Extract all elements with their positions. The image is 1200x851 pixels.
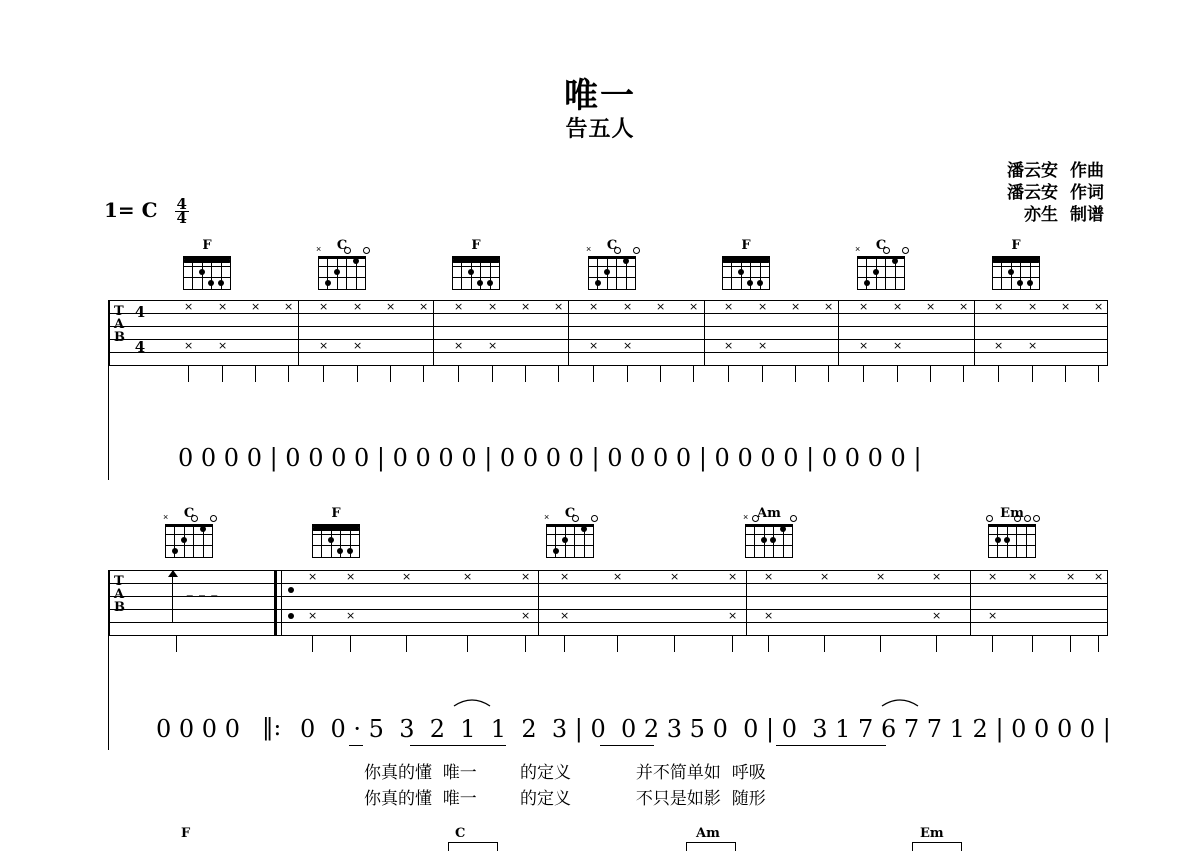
artist-name: 告五人 xyxy=(565,117,635,142)
open-mark xyxy=(344,247,351,254)
open-mark xyxy=(572,515,579,522)
credit-name: 潘云安 xyxy=(1007,183,1058,203)
chord-grid xyxy=(988,524,1036,558)
repeat-sign: ‖: xyxy=(262,715,282,741)
chord-name: C xyxy=(183,506,195,521)
chord-grid xyxy=(452,256,500,290)
chord-grid xyxy=(312,524,360,558)
chord-name: F xyxy=(741,238,751,253)
open-mark xyxy=(986,515,993,522)
chord-grid xyxy=(163,512,213,558)
credit-role: 作曲 xyxy=(1070,161,1104,181)
chord-grid xyxy=(316,244,366,290)
chord-grid xyxy=(586,244,636,290)
tie-curve xyxy=(452,694,492,708)
time-denominator: 4 xyxy=(176,209,187,227)
chord-name: Em xyxy=(1000,506,1024,521)
open-mark xyxy=(363,247,370,254)
key-label: 1= C xyxy=(104,198,158,222)
tab-time-bottom: 4 xyxy=(134,338,146,356)
tab-staff-2: T A B – – – × × × × × × × × × × × × × × × × × × × × × × × × × xyxy=(108,570,1108,636)
chord-name-am-next: Am xyxy=(696,826,720,841)
open-mark xyxy=(1024,515,1031,522)
chord-name: F xyxy=(1011,238,1021,253)
beam xyxy=(776,745,886,746)
credit-name: 亦生 xyxy=(1024,205,1058,225)
chord-grid xyxy=(183,256,231,290)
open-mark xyxy=(1033,515,1040,522)
chord-grid xyxy=(992,256,1040,290)
credit-role: 作词 xyxy=(1070,183,1104,203)
open-mark xyxy=(633,247,640,254)
open-mark xyxy=(752,515,759,522)
chord-name: F xyxy=(471,238,481,253)
system-brace-1 xyxy=(108,300,109,480)
numbered-notation-2-prefix: 0 0 0 0 xyxy=(156,715,240,743)
mute-mark: × xyxy=(855,244,861,254)
chord-name: F xyxy=(202,238,212,253)
key-signature xyxy=(104,195,189,227)
open-mark xyxy=(591,515,598,522)
open-mark xyxy=(883,247,890,254)
beam xyxy=(349,745,363,746)
tab-label-t: T xyxy=(114,574,124,589)
chord-name-f-next: F xyxy=(181,826,191,841)
open-mark xyxy=(614,247,621,254)
tab-staff-1: T A B 4 4 × × × × × × × × × × × × × × × × × × × × × × × × × × × × × × × × × × × × × × × × × × xyxy=(108,300,1108,366)
chord-name: C xyxy=(336,238,348,253)
credit-name: 潘云安 xyxy=(1007,161,1058,181)
chord-grid xyxy=(544,512,594,558)
numbered-notation-1: 0 0 0 0 | 0 0 0 0 | 0 0 0 0 | 0 0 0 0 | 0 0 0 0 | 0 0 0 0 | 0 0 0 0 | xyxy=(178,444,922,472)
credit-role: 制谱 xyxy=(1070,205,1104,225)
system-brace-2 xyxy=(108,570,109,750)
open-mark xyxy=(790,515,797,522)
mute-mark: × xyxy=(163,512,169,522)
open-mark xyxy=(210,515,217,522)
lyrics-line-1: 你真的懂 唯一 的定义 并不简单如 呼吸 xyxy=(364,763,766,783)
mute-mark: × xyxy=(586,244,592,254)
credit-row xyxy=(1007,160,1104,182)
tab-label-b: B xyxy=(114,600,125,615)
chord-name: F xyxy=(331,506,341,521)
credit-row xyxy=(1007,182,1104,204)
tie-curve xyxy=(880,694,920,708)
mute-mark: × xyxy=(316,244,322,254)
lyrics-line-2: 你真的懂 唯一 的定义 不只是如影 随形 xyxy=(364,789,766,809)
chord-name: C xyxy=(875,238,887,253)
open-mark xyxy=(191,515,198,522)
tab-label-a: A xyxy=(114,587,125,602)
credits xyxy=(1007,160,1104,226)
page-title: 唯一 xyxy=(564,76,636,116)
chord-name: C xyxy=(564,506,576,521)
open-mark xyxy=(902,247,909,254)
tab-label-b: B xyxy=(114,330,125,345)
chord-name-c-next: C xyxy=(455,826,466,841)
chord-grid xyxy=(722,256,770,290)
time-signature xyxy=(175,195,189,227)
beam xyxy=(600,745,654,746)
chord-name-em-next: Em xyxy=(920,826,944,841)
chord-name: C xyxy=(606,238,618,253)
tab-time-top: 4 xyxy=(134,303,146,321)
mute-mark: × xyxy=(544,512,550,522)
chord-grid xyxy=(855,244,905,290)
tab-label-a: A xyxy=(114,317,125,332)
mute-mark: × xyxy=(743,512,749,522)
time-numerator: 4 xyxy=(176,195,187,213)
credit-row xyxy=(1007,204,1104,226)
open-mark xyxy=(1014,515,1021,522)
chord-name: Am xyxy=(757,506,781,521)
beam xyxy=(410,745,506,746)
numbered-notation-2: 0 0 · 5 3 2 1 1 2 3 | 0 0 2 3 5 0 0 | 0 3 1 7 6 7 7 1 2 | 0 0 0 0 | xyxy=(300,715,1111,743)
tab-label-t: T xyxy=(114,304,124,319)
